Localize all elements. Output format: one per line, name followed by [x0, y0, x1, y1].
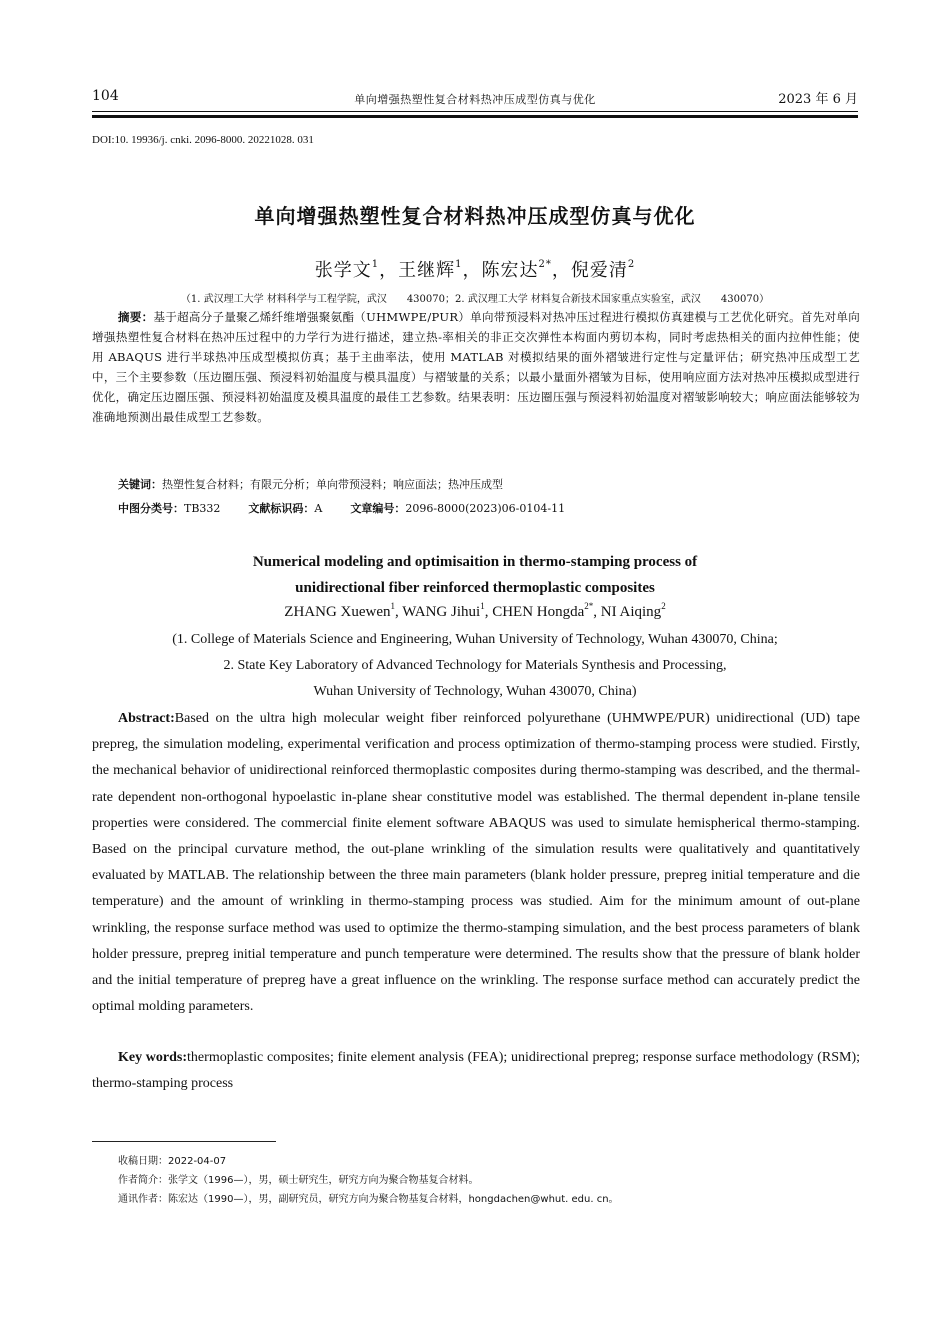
affiliation-en	[0, 627, 950, 705]
footnote-rule	[92, 1141, 276, 1142]
abstract-en-text: Based on the ultra high molecular weight fiber reinforced polyurethane (UHMWPE/PUR) unidirectional (UD) tape prepreg, the simulation modeling, experimental verification and process optimization of thermo-stamping process were studied. Firstly, the mechanical behavior of unidirectional reinforced thermoplastic composites during thermo-stamping was described, and the thermal-rate dependent non-orthogonal hypoelastic in-plane shear constitutive model was established. The thermal dependent in-plane tensile properties were considered. The commercial finite element software ABAQUS was used to simulate hemispherical thermo-stamping. Based on the principal curvature method, the out-plane wrinkling of the simulation results were qualitatively and quantitatively evaluated by MATLAB. The relationship between the three main parameters (blank holder pressure, prepreg initial temperature and die temperature) and the amount of wrinkling in thermo-stamping process was studied. Aim for the minimum amount of out-plane wrinkling, the response surface method was used to optimize the thermo-stamping simulation, and the best process parameters of blank holder pressure, prepreg initial temperature and punch temperature were determined. The results show that the pressure of blank holder and the initial temperature of prepreg have a great influence on the wrinkling. The response surface method can accurately predict the optimal molding parameters.	[92, 711, 860, 1015]
authors-en	[0, 601, 950, 621]
article-number-value: 2096-8000(2023)06-0104-11	[405, 502, 566, 515]
author-sep: ，	[379, 260, 399, 281]
keywords-cn-text: 热塑性复合材料；有限元分析；单向带预浸料；响应面法；热冲压成型	[162, 478, 503, 491]
keywords-cn-label: 关键词：	[118, 478, 162, 491]
author-cn: 张学文	[314, 260, 372, 281]
author-sup: 1	[480, 601, 485, 611]
doc-code-value: A	[314, 502, 323, 515]
author-en: ZHANG Xuewen	[284, 604, 391, 620]
publication-date: 2023 年 6 月	[778, 92, 858, 107]
abstract-en-label: Abstract:	[118, 711, 175, 726]
abstract-cn-text: 基于超高分子量聚乙烯纤维增强聚氨酯（UHMWPE/PUR）单向带预浸料对热冲压过程进行模拟仿真建模与工艺优化研究。首先对单向增强热塑性复合材料在热冲压过程中的力学行为进行描述，建立热-率相关的非正交次弹性本构面内剪切本构，同时考虑热相关的面内拉伸性能；使用 ABAQUS 进行半球热冲压成型模拟仿真；基于主曲率法，使用 MATLAB 对模拟结果的面外褶皱进行定性与定量评估；研究热冲压成型工艺中，三个主要参数（压边圈压强、预浸料初始温度与模具温度）与褶皱量的关系；以最小量面外褶皱为目标，使用响应面方法对热冲压模拟成型进行优化，确定压边圈压强、预浸料初始温度及模具温度的最佳工艺参数。结果表明：压边圈压强与预浸料初始温度对褶皱影响较大；响应面法能够较为准确地预测出最佳成型工艺参数。	[92, 310, 860, 424]
keywords-en-text: thermoplastic composites; finite element analysis (FEA); unidirectional prepreg; response surface methodology (RSM); thermo-stamping process	[92, 1050, 861, 1091]
abstract-cn-label: 摘要：	[118, 310, 154, 324]
author-sep: ,	[484, 604, 493, 620]
classification-cn	[118, 500, 565, 516]
affiliation-en-line1: (1. College of Materials Science and Engineering, Wuhan University of Technology, Wuhan 430070, China;	[172, 632, 778, 647]
author-cn: 陈宏达	[481, 260, 539, 281]
affiliation-en-line2: 2. State Key Laboratory of Advanced Technology for Materials Synthesis and Processing,	[223, 658, 727, 673]
title-en-line1: Numerical modeling and optimisaition in thermo-stamping process of	[252, 554, 698, 570]
header-rule-thin	[92, 111, 858, 112]
author-sup: 2*	[584, 601, 594, 611]
running-title: 单向增强热塑性复合材料热冲压成型仿真与优化	[354, 93, 596, 106]
footnote-author-intro: 作者简介：张学文（1996—），男，硕士研究生，研究方向为聚合物基复合材料。	[118, 1175, 479, 1186]
keywords-en	[92, 1045, 860, 1097]
title-en-line2: unidirectional fiber reinforced thermoplastic composites	[295, 580, 655, 596]
author-sup: 1	[371, 259, 380, 270]
authors-cn	[0, 256, 950, 282]
keywords-cn	[118, 476, 503, 492]
author-sep: ，	[462, 260, 482, 281]
footnote-received: 收稿日期：2022-04-07	[118, 1156, 227, 1167]
author-sep: ,	[395, 604, 403, 620]
clc-value: TB332	[184, 502, 221, 515]
author-sup: 2	[661, 601, 666, 611]
affiliation-cn: （1. 武汉理工大学 材料科学与工程学院，武汉 430070；2. 武汉理工大学 材料复合新技术国家重点实验室，武汉 430070）	[180, 294, 770, 305]
doi: DOI:10. 19936/j. cnki. 2096-8000. 20221028. 031	[92, 134, 314, 146]
title-en	[0, 549, 950, 601]
author-sup: 2*	[538, 259, 552, 270]
page-number: 104	[92, 88, 119, 104]
author-sup: 2	[627, 259, 636, 270]
author-sup: 1	[455, 259, 463, 270]
author-en: CHEN Hongda	[492, 604, 585, 620]
author-sep: ,	[593, 604, 601, 620]
affiliation-en-line3: Wuhan University of Technology, Wuhan 430070, China)	[313, 684, 637, 699]
author-sup: 1	[390, 601, 396, 611]
doc-code-label: 文献标识码：	[248, 502, 315, 515]
author-en: WANG Jihui	[402, 604, 481, 620]
author-cn: 王继辉	[398, 260, 456, 281]
author-sep: ，	[551, 260, 571, 281]
title-cn: 单向增强热塑性复合材料热冲压成型仿真与优化	[254, 204, 696, 228]
abstract-en	[92, 706, 860, 1020]
clc-label: 中图分类号：	[118, 502, 184, 515]
footnote-corresponding: 通讯作者：陈宏达（1990—），男，副研究员，研究方向为聚合物基复合材料，hongdachen@whut. edu. cn。	[118, 1194, 619, 1205]
abstract-cn	[92, 307, 860, 427]
author-en: NI Aiqing	[600, 604, 662, 620]
keywords-en-label: Key words:	[118, 1050, 188, 1065]
author-cn: 倪爱清	[570, 260, 628, 281]
header-rule-thick	[92, 115, 858, 118]
article-number-label: 文章编号：	[350, 502, 406, 515]
